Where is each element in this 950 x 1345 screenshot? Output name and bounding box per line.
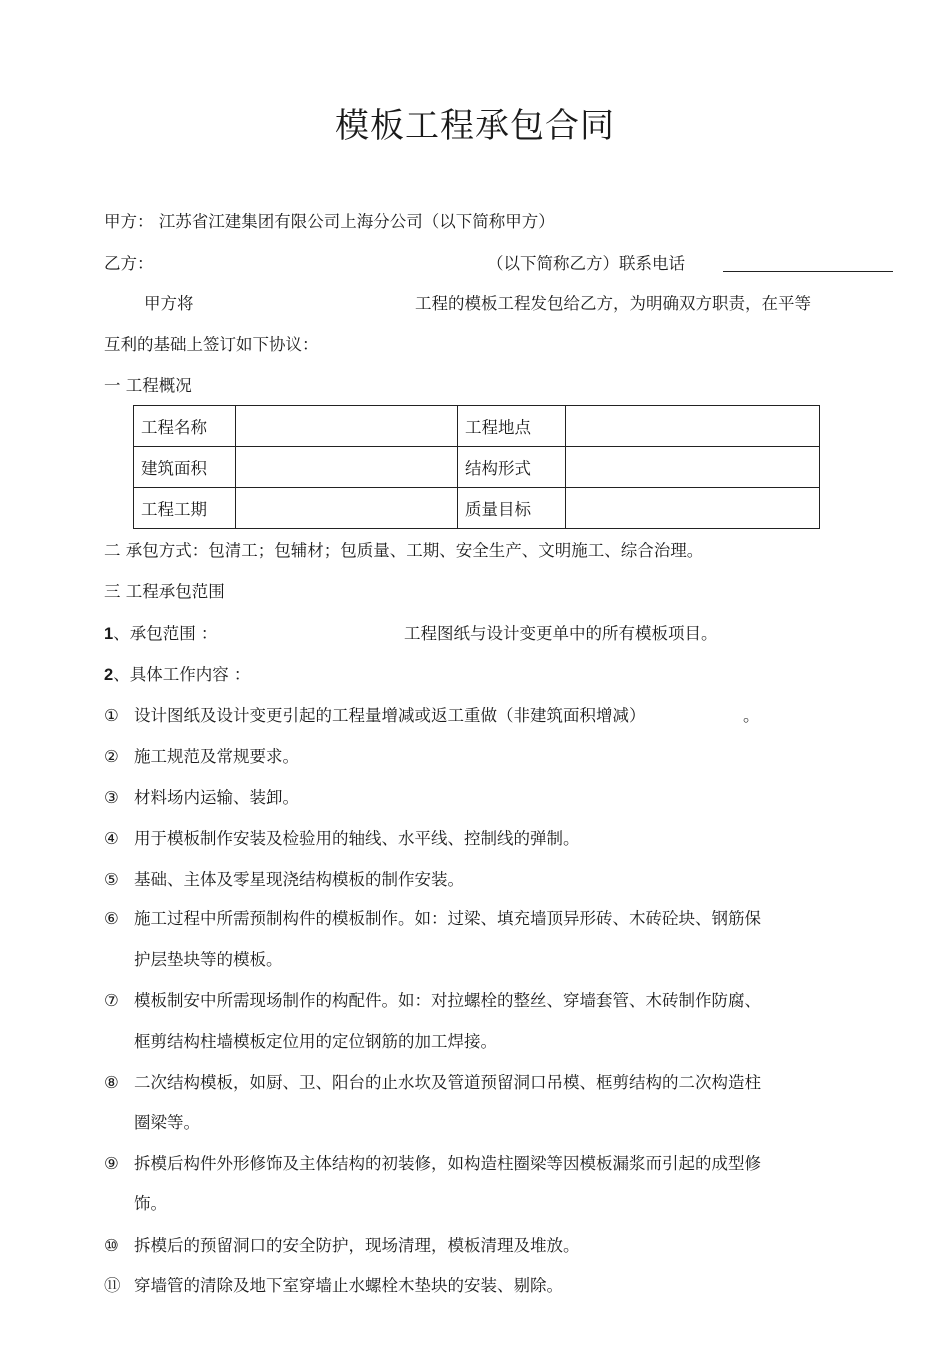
item-continuation: 护层垫块等的模板。 bbox=[134, 950, 283, 969]
table-key: 工程工期 bbox=[134, 488, 236, 529]
list-item bbox=[104, 1153, 761, 1175]
list-item bbox=[104, 787, 299, 809]
item-continuation: 饰。 bbox=[134, 1194, 167, 1213]
item-marker: ⑧ bbox=[104, 1073, 119, 1092]
list-item bbox=[104, 1072, 761, 1094]
work-number: 2 bbox=[104, 666, 114, 684]
list-item bbox=[104, 869, 464, 891]
scope-line bbox=[104, 623, 217, 645]
item-marker: ④ bbox=[104, 829, 119, 848]
section-2-heading: 二 承包方式：包清工；包辅材；包质量、工期、安全生产、文明施工、综合治理。 bbox=[104, 541, 704, 560]
table-row bbox=[134, 488, 820, 529]
section-3-heading: 三 工程承包范围 bbox=[104, 582, 225, 601]
item-marker: ② bbox=[104, 747, 119, 766]
section-1-heading: 一 工程概况 bbox=[104, 376, 192, 395]
item-marker: ⑩ bbox=[104, 1236, 119, 1255]
table-key: 建筑面积 bbox=[134, 447, 236, 488]
scope-number: 1 bbox=[104, 625, 114, 643]
item-marker: ⑤ bbox=[104, 870, 119, 889]
item-text: 穿墙管的清除及地下室穿墙止水螺栓木垫块的安装、剔除。 bbox=[134, 1276, 563, 1295]
item-marker: ③ bbox=[104, 788, 119, 807]
table-row bbox=[134, 406, 820, 447]
table-value bbox=[236, 447, 458, 488]
party-b-label: 乙方： bbox=[104, 254, 154, 273]
table-value bbox=[236, 488, 458, 529]
item-continuation: 框剪结构柱墙模板定位用的定位钢筋的加工焊接。 bbox=[134, 1032, 497, 1051]
list-item bbox=[104, 746, 299, 768]
table-key: 工程名称 bbox=[134, 406, 236, 447]
list-item bbox=[104, 908, 761, 930]
item-text: 材料场内运输、装卸。 bbox=[134, 788, 299, 807]
table-key: 工程地点 bbox=[458, 406, 566, 447]
party-a-value: 江苏省江建集团有限公司上海分公司（以下简称甲方） bbox=[158, 212, 555, 231]
party-a-label: 甲方： bbox=[104, 212, 154, 231]
list-item bbox=[104, 990, 761, 1012]
item-text: 二次结构模板，如厨、卫、阳台的止水坎及管道预留洞口吊模、框剪结构的二次构造柱 bbox=[134, 1073, 761, 1092]
intro-part1: 甲方将 bbox=[144, 294, 194, 313]
table-value bbox=[566, 447, 820, 488]
item-text: 拆模后的预留洞口的安全防护，现场清理，模板清理及堆放。 bbox=[134, 1236, 580, 1255]
item-marker: ① bbox=[104, 706, 119, 725]
party-a-line bbox=[104, 211, 555, 233]
item-text: 设计图纸及设计变更引起的工程量增减或返工重做（非建筑面积增减） bbox=[134, 706, 646, 725]
intro-part2: 工程的模板工程发包给乙方，为明确双方职责，在平等 bbox=[415, 294, 811, 313]
list-item bbox=[104, 705, 646, 727]
item-text: 用于模板制作安装及检验用的轴线、水平线、控制线的弹制。 bbox=[134, 829, 580, 848]
intro-part3: 互利的基础上签订如下协议： bbox=[104, 335, 319, 354]
list-item bbox=[104, 1235, 580, 1257]
item-continuation: 圈梁等。 bbox=[134, 1113, 200, 1132]
item-marker: ⑨ bbox=[104, 1154, 119, 1173]
work-content-line bbox=[104, 664, 250, 686]
work-label: 、具体工作内容 ： bbox=[113, 665, 251, 684]
item-marker: ⑦ bbox=[104, 991, 119, 1010]
item-text: 基础、主体及零星现浇结构模板的制作安装。 bbox=[134, 870, 464, 889]
table-value bbox=[566, 488, 820, 529]
phone-blank-line bbox=[723, 271, 893, 272]
item-text: 拆模后构件外形修饰及主体结构的初装修，如构造柱圈梁等因模板漏浆而引起的成型修 bbox=[134, 1154, 761, 1173]
item-tail: 。 bbox=[743, 706, 760, 725]
table-key: 质量目标 bbox=[458, 488, 566, 529]
item-text: 施工过程中所需预制构件的模板制作。如：过梁、填充墙顶异形砖、木砖砼块、钢筋保 bbox=[134, 909, 761, 928]
item-marker: ⑪ bbox=[104, 1276, 121, 1295]
table-value bbox=[566, 406, 820, 447]
item-text: 施工规范及常规要求。 bbox=[134, 747, 299, 766]
scope-text: 工程图纸与设计变更单中的所有模板项目。 bbox=[404, 624, 718, 643]
project-overview-table bbox=[133, 405, 820, 529]
scope-label: 、承包范围 ： bbox=[113, 624, 218, 643]
document-title: 模板工程承包合同 bbox=[335, 106, 615, 146]
table-key: 结构形式 bbox=[458, 447, 566, 488]
party-b-middle: （以下简称乙方）联系电话 bbox=[487, 254, 685, 273]
item-text: 模板制安中所需现场制作的构配件。如：对拉螺栓的整丝、穿墙套管、木砖制作防腐、 bbox=[134, 991, 761, 1010]
list-item bbox=[104, 828, 580, 850]
table-row bbox=[134, 447, 820, 488]
list-item bbox=[104, 1275, 563, 1297]
item-marker: ⑥ bbox=[104, 909, 119, 928]
table-value bbox=[236, 406, 458, 447]
